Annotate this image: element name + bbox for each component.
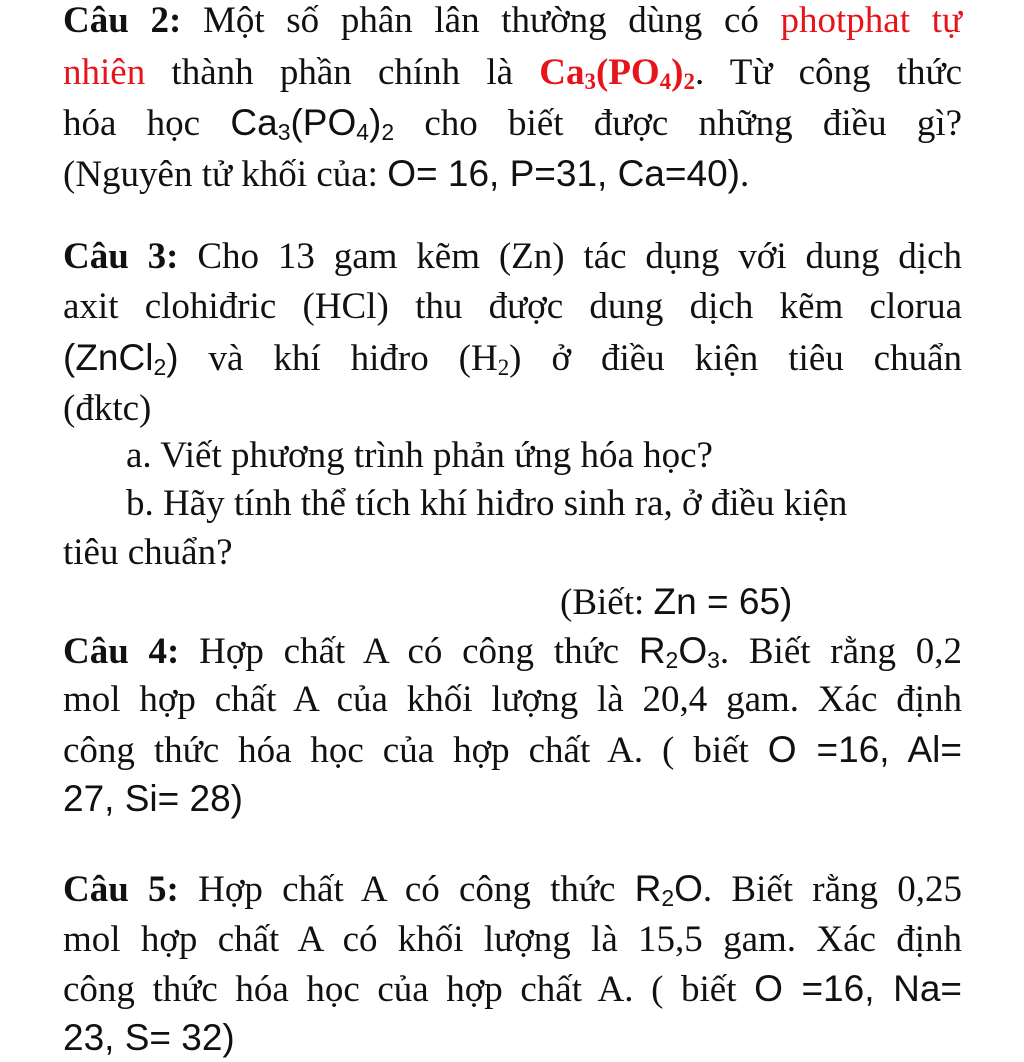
q2-text-1: Một số phân lân thường dùng có (202, 0, 759, 41)
q5-formula: $R_2O$ (634, 868, 703, 912)
q3-line-1 (63, 238, 962, 275)
q2-line-1 (63, 2, 962, 39)
q2-line-4: (Nguyên tử khối của: O= 16, P=31, Ca=40). (63, 153, 750, 195)
q5-atomic-masses-2: 23, S= 32) (63, 1017, 235, 1058)
q5-line-4 (63, 1019, 235, 1056)
q2-text-2: thành phần chính là (171, 52, 514, 93)
q4-text-1: Hợp chất A có công thức (199, 631, 620, 672)
q3-text-1: Cho 13 gam kẽm (Zn) tác dụng với dung dịch (197, 236, 963, 277)
q4-line-2 (63, 681, 962, 718)
q5-label: Câu 5: (63, 869, 179, 910)
q2-atomic-masses: O= 16, P=31, Ca=40) (387, 153, 740, 194)
q2-formula: $Ca_3(PO_4)_2$ (230, 102, 395, 146)
q4-label: Câu 4: (63, 631, 180, 672)
q3-text-2: axit clohiđric (HCl) thu được dung dịch kẽm clorua (63, 286, 962, 327)
q2-highlight-1: photphat tự (780, 0, 962, 41)
q3-part-b-line-1: b. Hãy tính thể tích khí hiđro sinh ra, ở điều kiện (126, 483, 848, 524)
q3-part-a: a. Viết phương trình phản ứng hóa học? (126, 435, 713, 476)
q5-text-1: Hợp chất A có công thức (198, 869, 616, 910)
q4-formula: $R_2O_3$ (638, 630, 720, 674)
q2-line-2 (63, 52, 963, 95)
q2-formula-highlight: $Ca_3(PO_4)_2$ (539, 52, 695, 95)
q5-line-3 (63, 970, 962, 1008)
q4-text-2: mol hợp chất A của khối lượng là 20,4 gam. Xác định (63, 679, 962, 720)
q2-label: Câu 2: (63, 0, 182, 41)
q3-line-4 (63, 390, 151, 427)
q2-line-3 (63, 102, 963, 146)
q4-line-3 (63, 731, 962, 769)
q3-text-4: (đktc) (63, 388, 152, 429)
q2-text-4: (Nguyên tử khối của: (63, 154, 378, 195)
q3-text-3a: và khí hiđro (208, 338, 429, 379)
q5-atomic-masses-1: O =16, Na= (754, 968, 963, 1009)
q3-given-value: Zn = 65) (653, 581, 793, 622)
q2-text-2b: . Từ công thức (694, 52, 963, 93)
q3-label: Câu 3: (63, 236, 179, 277)
q3-line-2 (63, 288, 962, 325)
q4-text-3: công thức hóa học của hợp chất A. ( biết (63, 730, 749, 771)
q2-text-3b: cho biết được những điều gì? (424, 103, 963, 144)
q5-line-2 (63, 921, 962, 958)
q5-line-1: Câu 5: Hợp chất A có công thức $R_2O$. Biết rằng 0,25 (63, 868, 963, 912)
q3-zncl2-formula: (ZnCl$_2$) (63, 337, 179, 381)
q2-highlight-2: nhiên (63, 52, 146, 93)
q4-atomic-masses-2: 27, Si= 28) (63, 778, 243, 819)
q3-line-3 (63, 337, 963, 381)
q3-h2-formula: $(H_2)$ (458, 338, 522, 381)
q3-text-3b: ở điều kiện tiêu chuẩn (551, 338, 963, 379)
q4-line-4 (63, 780, 243, 817)
q3-part-b-line-2: tiêu chuẩn? (63, 532, 233, 573)
q5-text-3: công thức hóa học của hợp chất A. ( biết (63, 969, 737, 1010)
q3-given: (Biết: Zn = 65) (560, 581, 793, 623)
q5-text-2: mol hợp chất A có khối lượng là 15,5 gam. Xác định (63, 919, 962, 960)
q4-line-1: Câu 4: Hợp chất A có công thức $R_2O_3$. Biết rằng 0,2 (63, 630, 963, 674)
q2-text-3a: hóa học (63, 103, 201, 144)
q4-atomic-masses-1: O =16, Al= (767, 729, 963, 770)
